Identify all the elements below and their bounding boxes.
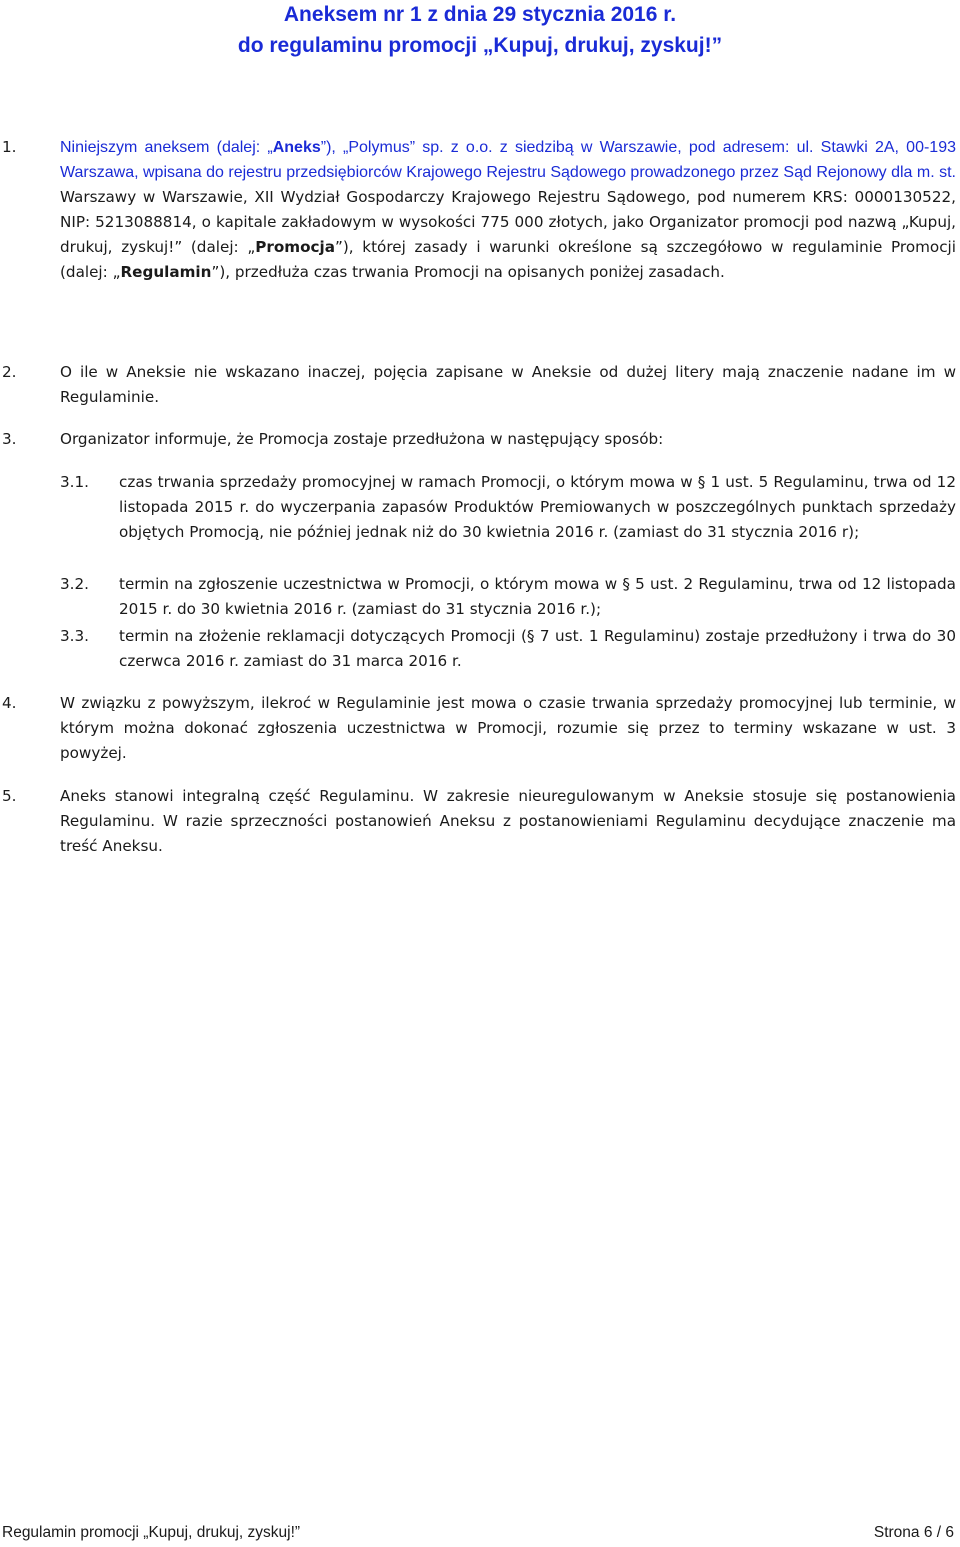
section-1-rules: ”), której zasady i warunki określone są szczegółowo w regulaminie Promocji (dalej: „ [60, 238, 956, 281]
section-5-number: 5. [2, 787, 17, 805]
section-1-company: ”), „Polymus” sp. z o.o. z siedzibą w Warszawie, pod adresem: ul. Stawki 2A, 00-193 Warszawa, wpisana do rejestru przedsiębiorców Krajowego Rejestru Sądowego prowadzonego przez Sąd Rejonowy dla m. st. [60, 139, 956, 181]
section-5-text: Aneks stanowi integralną część Regulaminu. W zakresie nieuregulowanym w Aneksie stosuje się postanowienia Regulaminu. W razie sprzeczności postanowień Aneksu z postanowieniami Regulaminu decydujące znaczenie ma treść Aneksu. [60, 787, 956, 855]
section-1-intro: Niniejszym aneksem (dalej: „ [60, 139, 273, 156]
section-4-number: 4. [2, 694, 17, 712]
promocja-term: Promocja [255, 238, 335, 256]
item-3-1-text: czas trwania sprzedaży promocyjnej w ramach Promocji, o którym mowa w § 1 ust. 5 Regulaminu, trwa od 12 listopada 2015 r. do wyczerpania zapasów Produktów Premiowanych w poszczególnych punktach sprzedaży objętych Promocją, nie później jednak niż do 30 kwietnia 2016 r. (zamiast do 31 stycznia 2016 r); [119, 473, 956, 541]
section-2-number: 2. [2, 363, 17, 381]
item-3-3-number: 3.3. [60, 627, 89, 645]
regulamin-term: Regulamin [120, 263, 212, 281]
section-3-number: 3. [2, 430, 17, 448]
item-3-2-number: 3.2. [60, 575, 89, 593]
footer-page-number: Strona 6 / 6 [873, 1524, 954, 1541]
footer-document-name: Regulamin promocji „Kupuj, drukuj, zyskuj!” [2, 1524, 301, 1541]
item-3-2-text: termin na zgłoszenie uczestnictwa w Promocji, o którym mowa w § 5 ust. 2 Regulaminu, trwa od 12 listopada 2015 r. do 30 kwietnia 2016 r. (zamiast do 31 stycznia 2016 r.); [119, 575, 956, 618]
item-3-3-text: termin na złożenie reklamacji dotyczących Promocji (§ 7 ust. 1 Regulaminu) zostaje przedłużony i trwa do 30 czerwca 2016 r. zamiast do 31 marca 2016 r. [119, 627, 956, 670]
section-1-ending: ”), przedłuża czas trwania Promocji na opisanych poniżej zasadach. [211, 263, 725, 281]
section-1-registration: Warszawy w Warszawie, XII Wydział Gospodarczy Krajowego Rejestru Sądowego, pod numerem KRS: 0000130522, NIP: 5213088814, o kapitale zakładowym w wysokości 775 000 złotych, jako Organizator promocji pod nazwą „Kupuj, drukuj, zyskuj!” (dalej: „ [60, 188, 956, 256]
item-3-1-number: 3.1. [60, 473, 89, 491]
document-title-line-1: Aneksem nr 1 z dnia 29 stycznia 2016 r. [283, 3, 677, 26]
section-2-text: O ile w Aneksie nie wskazano inaczej, pojęcia zapisane w Aneksie od dużej litery mają znaczenie nadane im w Regulaminie. [60, 363, 956, 406]
aneks-term: Aneks [272, 139, 321, 156]
section-1-number: 1. [2, 138, 17, 156]
section-3-text: Organizator informuje, że Promocja zostaje przedłużona w następujący sposób: [60, 430, 664, 448]
section-4-text: W związku z powyższym, ilekroć w Regulaminie jest mowa o czasie trwania sprzedaży promocyjnej lub terminie, w którym można dokonać zgłoszenia uczestnictwa w Promocji, rozumie się przez to terminy wskazane w ust. 3 powyżej. [60, 694, 956, 762]
document-title-line-2: do regulaminu promocji „Kupuj, drukuj, zyskuj!” [237, 34, 723, 57]
section-1-text [60, 135, 956, 285]
